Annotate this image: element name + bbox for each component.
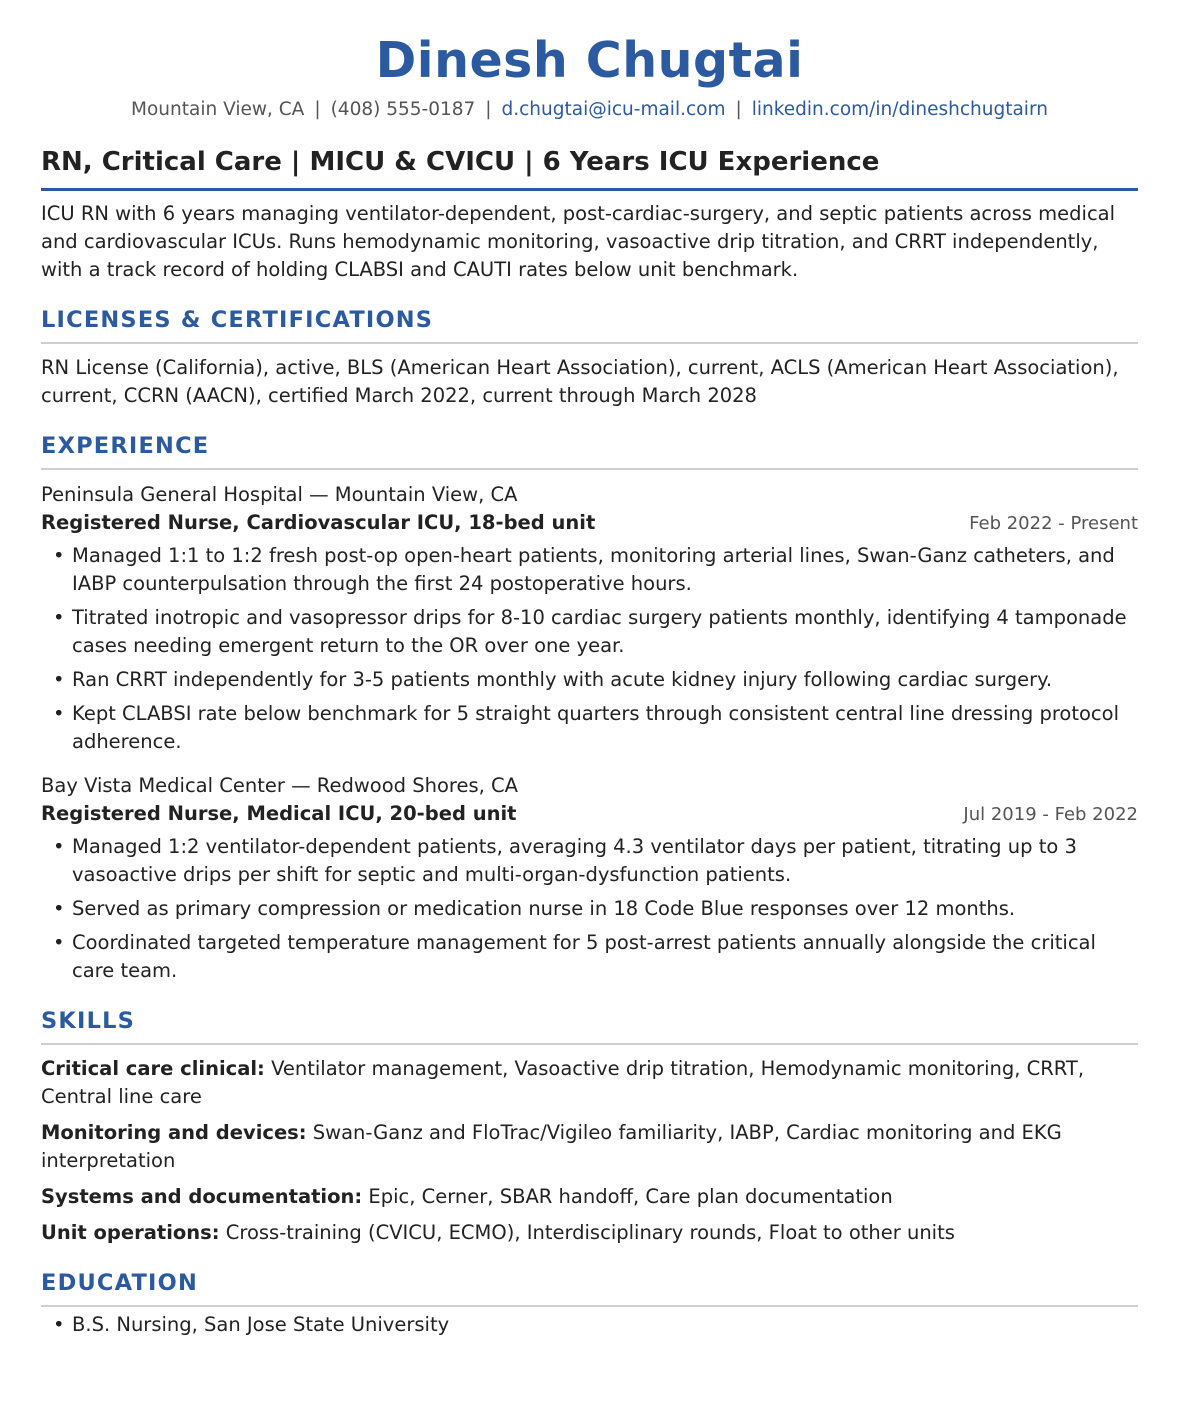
skill-group — [41, 1055, 1138, 1111]
job-bullets — [41, 542, 1138, 756]
summary: ICU RN with 6 years managing ventilator-dependent, post-cardiac-surgery, and septic patients across medical and cardiovascular ICUs. Runs hemodynamic monitoring, vasoactive drip titration, and CRRT independently, with a track record of holding CLABSI and CAUTI rates below unit benchmark. — [41, 202, 1116, 281]
job-title: Registered Nurse, Cardiovascular ICU, 18-bed unit — [41, 511, 596, 534]
bullet-item: • Managed 1:1 to 1:2 fresh post-op open-heart patients, monitoring arterial lines, Swan-Ganz catheters, and IABP counterpulsation through the first 24 postoperative hours. — [41, 542, 1138, 598]
separator: | — [485, 99, 492, 120]
section-title-education: EDUCATION — [41, 1269, 1138, 1307]
job-title: Registered Nurse, Medical ICU, 20-bed unit — [41, 802, 517, 825]
skills-list — [41, 1055, 1138, 1247]
skill-items: Cross-training (CVICU, ECMO), Interdisciplinary rounds, Float to other units — [225, 1221, 955, 1244]
job-entry — [41, 481, 1138, 756]
job-dates: Jul 2019 - Feb 2022 — [963, 804, 1138, 825]
bullet-item: • Ran CRRT independently for 3-5 patients monthly with acute kidney injury following cardiac surgery. — [41, 666, 1138, 694]
skill-group — [41, 1119, 1138, 1175]
bullet-item: • Titrated inotropic and vasopressor drips for 8-10 cardiac surgery patients monthly, identifying 4 tamponade cases needing emergent return to the OR over one year. — [41, 604, 1138, 660]
section-title-skills: SKILLS — [41, 1007, 1138, 1045]
bullet-item: • Managed 1:2 ventilator-dependent patients, averaging 4.3 ventilator days per patient, titrating up to 3 vasoactive drips per shift for septic and multi-organ-dysfunction patients. — [41, 833, 1138, 889]
skill-group — [41, 1219, 1138, 1247]
skill-items: Epic, Cerner, SBAR handoff, Care plan documentation — [368, 1185, 893, 1208]
section-title-licenses: LICENSES & CERTIFICATIONS — [41, 306, 1138, 344]
education-item: • B.S. Nursing, San Jose State University — [41, 1311, 1138, 1339]
skill-category: Systems and documentation: — [41, 1185, 363, 1208]
skill-items: Ventilator management, Vasoactive drip titration, Hemodynamic monitoring, CRRT, Central line care — [41, 1057, 1085, 1108]
job-dates: Feb 2022 - Present — [969, 513, 1138, 534]
job-entry — [41, 772, 1138, 985]
location: Mountain View, CA — [131, 99, 305, 120]
headline: RN, Critical Care | MICU & CVICU | 6 Years ICU Experience — [41, 146, 1138, 191]
skill-category: Unit operations: — [41, 1221, 220, 1244]
licenses-text: RN License (California), active, BLS (American Heart Association), current, ACLS (American Heart Association), current, CCRN (AACN), certified March 2022, current through March 2028 — [41, 356, 1119, 407]
candidate-name: Dinesh Chugtai — [375, 32, 804, 89]
skill-category: Monitoring and devices: — [41, 1121, 307, 1144]
separator: | — [735, 99, 742, 120]
job-company: Bay Vista Medical Center — Redwood Shores, CA — [41, 774, 518, 797]
skill-group — [41, 1183, 1138, 1211]
job-row — [41, 509, 1138, 538]
education-list — [41, 1311, 1138, 1339]
bullet-item: • Kept CLABSI rate below benchmark for 5 straight quarters through consistent central line dressing protocol adherence. — [41, 700, 1138, 756]
skill-category: Critical care clinical: — [41, 1057, 265, 1080]
skill-items: Swan-Ganz and FloTrac/Vigileo familiarity, IABP, Cardiac monitoring and EKG interpretation — [41, 1121, 1062, 1172]
section-title-experience: EXPERIENCE — [41, 432, 1138, 470]
contact-line — [41, 98, 1138, 122]
job-company: Peninsula General Hospital — Mountain View, CA — [41, 483, 518, 506]
job-row — [41, 800, 1138, 829]
bullet-item: • Served as primary compression or medication nurse in 18 Code Blue responses over 12 months. — [41, 895, 1138, 923]
phone: (408) 555-0187 — [330, 99, 476, 120]
email-link[interactable]: d.chugtai@icu-mail.com — [501, 99, 726, 120]
job-bullets — [41, 833, 1138, 985]
bullet-item: • Coordinated targeted temperature management for 5 post-arrest patients annually alongside the critical care team. — [41, 929, 1138, 985]
linkedin-link[interactable]: linkedin.com/in/dineshchugtairn — [751, 99, 1048, 120]
separator: | — [314, 99, 321, 120]
